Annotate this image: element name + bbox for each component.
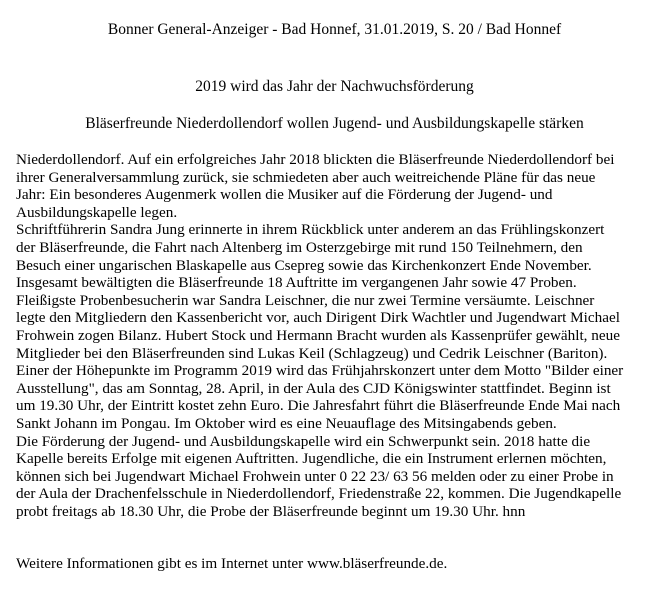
body-line: Schriftführerin Sandra Jung erinnerte in ihrem Rückblick unter anderem an das Frühlingskonzert (16, 221, 605, 239)
body-line: Mitglieder bei den Bläserfreunden sind Lukas Keil (Schlagzeug) und Cedrik Leischner (Bariton). (16, 344, 608, 362)
body-line: Besuch einer ungarischen Blaskapelle aus Csepreg sowie das Kirchenkonzert Ende November. (16, 256, 592, 274)
body-line: Insgesamt bewältigten die Bläserfreunde 18 Auftritte im vergangenen Jahr sowie 47 Proben. (16, 274, 577, 292)
body-line: der Aula der Drachenfelsschule in Niederdollendorf, Friedenstraße 22, kommen. Die Jugendkapelle (16, 485, 622, 503)
footer-info: Weitere Informationen gibt es im Internet unter www.bläserfreunde.de. (16, 555, 448, 572)
body-line: legte den Mitgliedern den Kassenbericht vor, auch Dirigent Dirk Wachtler und Jugendwart Michael (16, 309, 620, 327)
body-line: der Bläserfreunde, die Fahrt nach Altenberg im Osterzgebirge mit rund 150 Teilnehmern, den (16, 238, 583, 256)
body-line: um 19.30 Uhr, der Eintritt kostet zehn Euro. Die Jahresfahrt führt die Bläserfreunde Ende Mai nach (16, 397, 621, 415)
article-headline: 2019 wird das Jahr der Nachwuchsförderung (195, 78, 474, 95)
body-line: probt freitags ab 18.30 Uhr, die Probe der Bläserfreunde beginnt um 19.30 Uhr. hnn (16, 502, 526, 520)
body-line: Die Förderung der Jugend- und Ausbildungskapelle wird ein Schwerpunkt sein. 2018 hatte die (16, 432, 591, 450)
body-line: Frohwein zogen Bilanz. Hubert Stock und Hermann Bracht wurden als Kassenprüfer gewählt, neue (16, 326, 620, 344)
article-body (16, 151, 666, 520)
body-line: Ausbildungskapelle legen. (16, 203, 178, 221)
source-line: Bonner General-Anzeiger - Bad Honnef, 31.01.2019, S. 20 / Bad Honnef (107, 21, 562, 38)
body-line: Einer der Höhepunkte im Programm 2019 wird das Frühjahrskonzert unter dem Motto "Bilder einer (16, 362, 624, 380)
article-subheadline: Bläserfreunde Niederdollendorf wollen Jugend- und Ausbildungskapelle stärken (85, 115, 584, 132)
body-line: Sankt Johann im Pongau. Im Oktober wird es eine Neuauflage des Mitsingabends geben. (16, 414, 557, 432)
body-line: Niederdollendorf. Auf ein erfolgreiches Jahr 2018 blickten die Bläserfreunde Niederdollendorf bei (16, 151, 615, 168)
body-line: ihrer Generalversammlung zurück, sie schmiedeten aber auch weitreichende Pläne für das neue (16, 168, 596, 186)
body-line: Fleißigste Probenbesucherin war Sandra Leischner, die nur zwei Termine versäumte. Leischner (16, 291, 595, 309)
body-line: Jahr: Ein besonderes Augenmerk wollen die Musiker auf die Förderung der Jugend- und (16, 186, 553, 204)
body-line: Ausstellung", das am Sonntag, 28. April, in der Aula des CJD Königswinter stattfindet. Beginn ist (16, 379, 611, 397)
body-line: Kapelle bereits Erfolge mit eigenen Auftritten. Jugendliche, die ein Instrument erlernen möchten, (16, 450, 607, 468)
body-line: können sich bei Jugendwart Michael Frohwein unter 0 22 23/ 63 56 melden oder zu einer Probe in (16, 467, 614, 485)
